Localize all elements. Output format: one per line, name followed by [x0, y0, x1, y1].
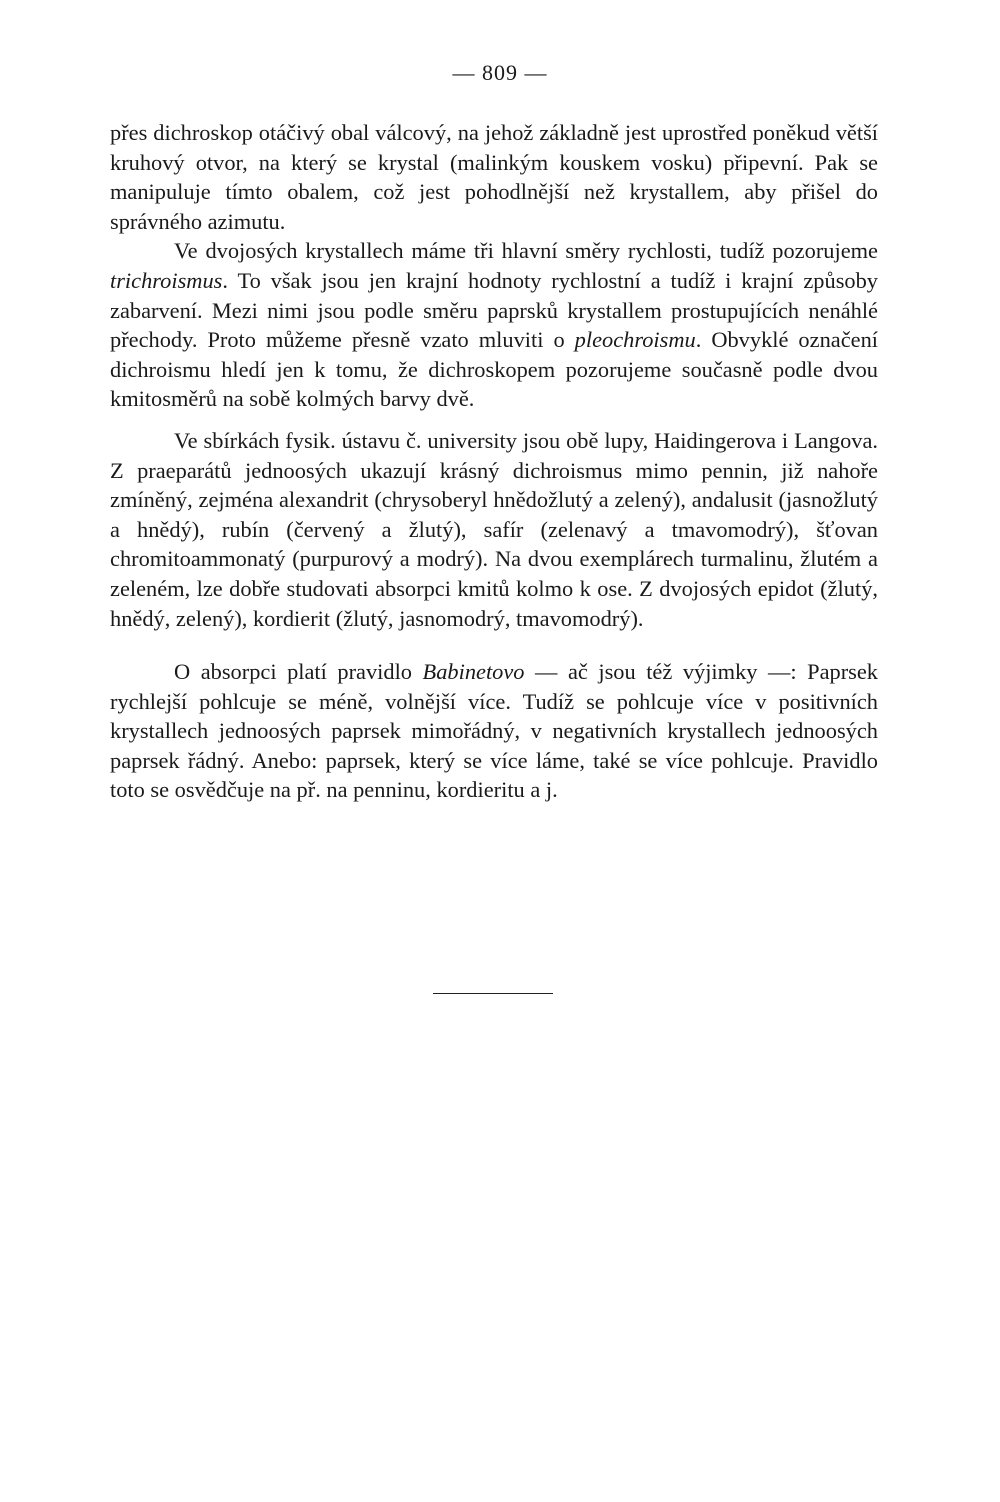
italic-term-babinetovo: Babinetovo — [422, 659, 525, 685]
italic-term-trichroismus: trichroismus — [110, 267, 223, 293]
paragraph-continuation — [110, 118, 878, 236]
text-segment: Ve dvojosých krystallech máme tři hlavní směry rychlosti, tudíž pozorujeme — [174, 238, 878, 264]
text-segment: — ač jsou též výjimky —: Paprsek rychlejší pohlcuje se méně, volnější více. Tudíž se pohlcuje více v positivních krystallech jednoosých paprsek mimořádný, v negativních krystallech jednoosých paprsek řádný. Anebo: paprsek, který se více láme, také se více pohlcuje. Pravidlo toto se osvědčuje na př. na penninu, kordieritu a j. — [110, 659, 879, 803]
section-end-rule — [433, 993, 553, 994]
page-number: — 809 — — [452, 60, 548, 85]
body-text — [110, 118, 878, 805]
text-segment: . Obvyklé označení dichroismu hledí jen k tomu, že dichroskopem pozorujeme současně podle dvou kmitosměrů na sobě kolmých barvy dvě. — [110, 327, 878, 412]
text-segment: O absorpci platí pravidlo — [174, 659, 423, 685]
paragraph-trichroism — [110, 236, 878, 414]
italic-term-pleochroismu: pleochroismu — [574, 327, 696, 353]
paragraph-collection — [110, 426, 878, 633]
text-segment: . To však jsou jen krajní hodnoty rychlostní a tudíž i krajní způsoby zabarvení. Mezi nimi jsou podle směru paprsků krystallem prostupujících nenáhlé přechody. Proto můžeme přesně vzato mluviti o — [110, 267, 878, 353]
text-segment: přes dichroskop otáčivý obal válcový, na jehož základně jest uprostřed poněkud větší kruhový otvor, na který se krystal (malinkým kouskem vosku) připevní. Pak se manipuluje tímto obalem, což jest pohodlnější než krystallem, aby přišel do správného azimutu. — [110, 120, 878, 234]
text-segment: Ve sbírkách fysik. ústavu č. university jsou obě lupy, Haidingerova i Langova. Z praeparátů jednoosých ukazují krásný dichroismus mimo pennin, již nahoře zmíněný, zejména alexandrit (chrysoberyl hnědožlutý a zelený), andalusit (jasnožlutý a hnědý), rubín (červený a žlutý), safír (zelenavý a tmavomodrý), šťovan chromitoammonatý (purpurový a modrý). Na dvou exemplárech turmalinu, žlutém a zeleném, lze dobře studovati absorpci kmitů kolmo k ose. Z dvojosých epidot (žlutý, hnědý, zelený), kordierit (žlutý, jasnomodrý, tmavomodrý). — [110, 427, 878, 631]
paragraph-babinet-rule — [110, 657, 878, 805]
